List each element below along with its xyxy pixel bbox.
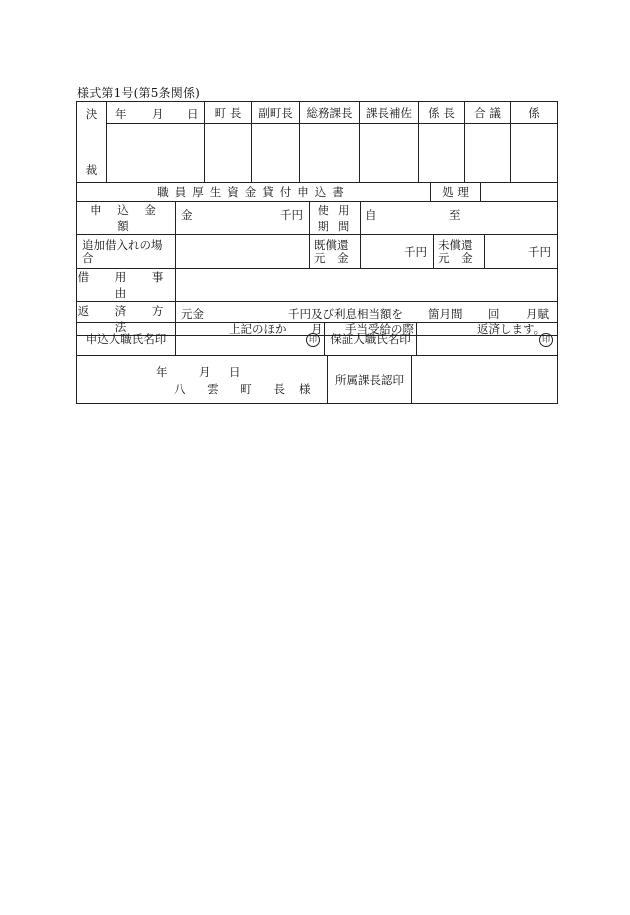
stamp-box-mayor[interactable]: [205, 124, 252, 183]
processing-label: 処 理: [431, 183, 481, 202]
form-caption: 様式第1号(第5条関係): [77, 86, 201, 100]
additional-label-line1: 追加借入れの場: [82, 237, 163, 252]
chief-seal-label: 所属課長認印: [328, 356, 412, 404]
amount-label: 申 込 金 額: [77, 202, 176, 235]
period-label: 使 用 期 間: [310, 202, 361, 235]
sai-label: 裁: [85, 163, 98, 177]
date-month: 月: [152, 107, 164, 121]
title-table: [76, 182, 558, 202]
addressee-mayor: 八 雲 町 長: [174, 382, 294, 396]
repaid-label-line1: 既償還: [314, 237, 349, 252]
form-title: 職員厚生資金貸付申込書: [77, 183, 431, 202]
repaid-label-line2: 元 金: [314, 250, 353, 265]
repaid-principal-label: [310, 235, 361, 269]
col-consultation: 合 議: [465, 102, 511, 124]
repayment-method-label: 返 済 方 法: [77, 303, 175, 334]
footer-year: 年: [156, 365, 168, 379]
repaid-unit: 千円: [404, 244, 427, 259]
applicant-label: 申込人職氏名印: [77, 323, 176, 356]
repay-closing-text: 返済します。: [477, 322, 546, 336]
addressee-honorific: 様: [299, 382, 311, 396]
processing-field[interactable]: [481, 183, 558, 202]
application-table: [76, 201, 558, 336]
stamp-box-section-chief[interactable]: [419, 124, 465, 183]
unrepaid-label-line1: 未償還: [438, 237, 473, 252]
col-assistant-chief: 課長補佐: [360, 102, 419, 124]
col-section-chief: 係 長: [419, 102, 465, 124]
date-day: 日: [187, 107, 199, 121]
unrepaid-principal-label: [434, 235, 485, 269]
repay-month-text: 月: [311, 322, 323, 336]
stamp-box-staff[interactable]: [511, 124, 558, 183]
approval-table: [76, 101, 558, 183]
amount-field[interactable]: [176, 202, 310, 235]
repay-interest-text: 千円及び利息相当額を: [288, 307, 403, 321]
col-mayor: 町 長: [205, 102, 252, 124]
footer-table: [76, 355, 558, 404]
amount-unit: 千円: [280, 208, 303, 222]
guarantor-field[interactable]: [417, 323, 558, 356]
date-year: 年: [115, 107, 127, 121]
reason-label: 借 用 事 由: [77, 270, 175, 300]
approval-date-header: [107, 102, 205, 124]
repay-allowance-text: 手当受給の際: [345, 322, 414, 336]
date-addressee-cell: [77, 356, 328, 404]
repay-other-text: 上記のほか: [229, 322, 287, 336]
guarantor-label: 保証人職氏名印: [325, 323, 417, 356]
col-deputy-mayor: 副町長: [252, 102, 300, 124]
col-staff: 係: [511, 102, 558, 124]
repay-principal-label: 元金: [181, 307, 204, 321]
stamp-box-general-affairs-chief[interactable]: [300, 124, 360, 183]
reason-field[interactable]: [176, 269, 558, 302]
period-to: 至: [449, 208, 461, 222]
additional-label-line2: 合: [82, 250, 94, 265]
unrepaid-unit: 千円: [528, 244, 552, 259]
chief-seal-field[interactable]: [412, 356, 558, 404]
unrepaid-principal-field[interactable]: [485, 235, 558, 269]
signature-table: [76, 322, 558, 356]
kin-label: 金: [181, 208, 193, 222]
repay-installment-text: 月賦: [526, 307, 549, 321]
seal-mark: 印: [539, 333, 553, 347]
repay-times-text: 回: [488, 307, 500, 321]
stamp-box-deputy-mayor[interactable]: [252, 124, 300, 183]
ketsu-label: 決: [85, 107, 98, 121]
additional-borrowing-label: [77, 235, 176, 269]
stamp-box-assistant-chief[interactable]: [360, 124, 419, 183]
col-general-affairs-chief: 総務課長: [300, 102, 360, 124]
period-from: 自: [365, 208, 377, 222]
unrepaid-label-line2: 元 金: [438, 250, 477, 265]
footer-day: 日: [229, 365, 241, 379]
repay-months-text: 箇月間: [428, 307, 463, 321]
approval-label-cell: [77, 102, 107, 183]
stamp-box-date[interactable]: [107, 124, 205, 183]
additional-borrowing-field[interactable]: [176, 235, 310, 269]
footer-month: 月: [199, 365, 211, 379]
seal-mark: 印: [306, 333, 320, 347]
period-field[interactable]: [361, 202, 558, 235]
applicant-field[interactable]: [176, 323, 325, 356]
stamp-box-consultation[interactable]: [465, 124, 511, 183]
repaid-principal-field[interactable]: [361, 235, 434, 269]
